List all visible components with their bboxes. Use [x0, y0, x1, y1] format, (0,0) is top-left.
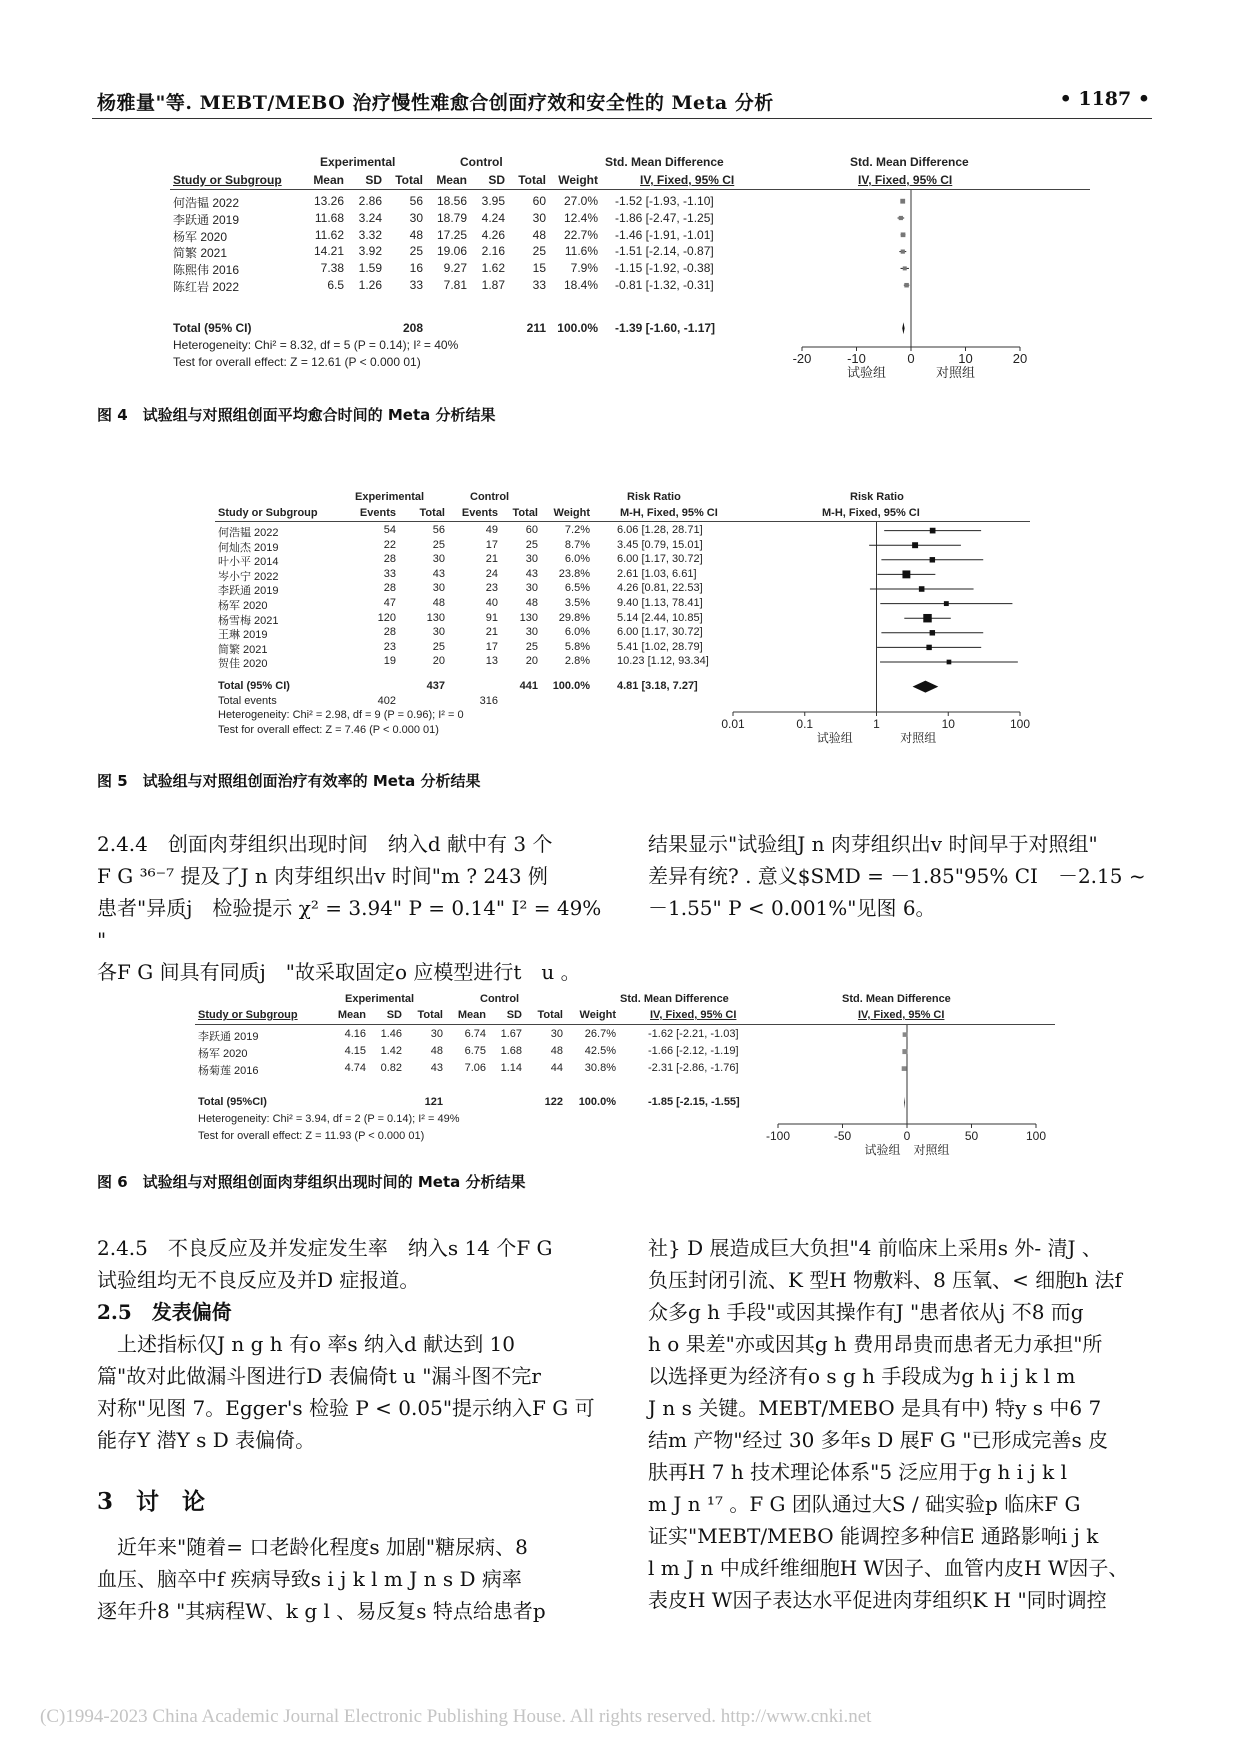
weight: 30.8%	[584, 1062, 616, 1074]
favours-right: 对照组	[900, 731, 937, 745]
row-ci: -1.46 [-1.91, -1.01]	[615, 227, 714, 242]
col-mean1: Mean	[337, 1009, 366, 1021]
axis-tick-label: -100	[765, 1129, 791, 1143]
text-line: 各F G 间具有同质j "故采取固定o 应模型进行t u 。	[97, 960, 581, 984]
total-weight: 100.0%	[578, 1096, 616, 1108]
events-ctrl: 21	[485, 553, 498, 566]
col-method-plot: IV, Fixed, 95% CI	[858, 1009, 945, 1021]
header-control: Control	[460, 155, 503, 169]
events-ctrl: 23	[485, 582, 498, 595]
total-ctrl: 33	[532, 278, 546, 292]
col-total1: Total	[419, 507, 445, 519]
text-line: 对称"见图 7。Egger's 检验 P < 0.05"提示纳入F G 可	[97, 1396, 595, 1420]
header-smd: Std. Mean Difference	[620, 993, 729, 1005]
row-ci: 2.61 [1.03, 6.61]	[617, 567, 697, 580]
header-rr: Risk Ratio	[627, 491, 681, 503]
sd-exp: 0.82	[380, 1062, 402, 1074]
events-ctrl: 13	[485, 655, 498, 668]
study-label: 陈红岩 2022	[173, 280, 240, 294]
total-exp: 48	[409, 227, 423, 242]
mean-ctrl: 9.27	[443, 261, 467, 276]
total-weight: 100.0%	[552, 680, 590, 692]
overall-effect: Test for overall effect: Z = 12.61 (P < 0.000 01)	[173, 354, 421, 369]
total-ctrl: 30	[525, 582, 538, 595]
total-ctrl: 130	[519, 611, 538, 624]
text-line: 上述指标仅J n g h 有o 率s 纳入d 献达到 10	[97, 1332, 515, 1356]
axis-tick-label: 20	[1012, 351, 1028, 366]
header-smd: Std. Mean Difference	[605, 155, 724, 169]
row-ci: 6.00 [1.17, 30.72]	[617, 626, 703, 639]
text-line: 逐年升8 "其病程W、k g l 、易反复s 特点给患者p	[97, 1599, 546, 1623]
study-label: 杨雪梅 2021	[218, 614, 279, 627]
col-events2: Events	[461, 507, 498, 519]
right-column-text	[648, 1232, 1158, 1616]
mean-exp: 4.15	[344, 1045, 366, 1057]
total-ctrl: 30	[550, 1028, 563, 1040]
text-line: 以选择更为经济有o s g h 手段成为g h i j k l m	[648, 1364, 1076, 1388]
weight: 8.7%	[564, 538, 590, 551]
weight: 42.5%	[584, 1045, 616, 1057]
weight: 23.8%	[558, 567, 590, 580]
total-exp: 48	[432, 597, 445, 609]
col-method: IV, Fixed, 95% CI	[650, 1009, 737, 1021]
col-method: IV, Fixed, 95% CI	[640, 173, 735, 187]
total-ci: -1.39 [-1.60, -1.17]	[615, 321, 716, 335]
col-method-plot: IV, Fixed, 95% CI	[858, 173, 953, 187]
row-ci: 5.41 [1.02, 28.79]	[617, 640, 703, 653]
mean-ctrl: 7.06	[464, 1062, 486, 1074]
mean-exp: 11.62	[314, 227, 344, 242]
mean-exp: 7.38	[320, 261, 344, 276]
row-ci: 4.26 [0.81, 22.53]	[617, 582, 703, 595]
axis-tick-label: 0	[903, 1129, 911, 1143]
overall-effect: Test for overall effect: Z = 7.46 (P < 0.000 01)	[218, 723, 439, 736]
header-experimental: Experimental	[345, 993, 415, 1005]
study-label: 何浩韫 2022	[173, 196, 240, 210]
total-exp: 16	[409, 261, 423, 276]
col-weight: Weight	[558, 173, 598, 187]
weight: 11.6%	[564, 244, 598, 259]
row-ci: -1.62 [-2.21, -1.03]	[648, 1028, 739, 1040]
running-title: 杨雅量"等. MEBT/MEBO 治疗慢性难愈合创面疗效和安全性的 Meta 分析	[97, 92, 774, 114]
sd-exp: 3.92	[358, 244, 382, 259]
sd-ctrl: 1.67	[500, 1028, 522, 1040]
page-number: • 1187 •	[1059, 88, 1150, 110]
events-exp: 54	[383, 524, 396, 536]
sd-ctrl: 4.26	[481, 227, 505, 242]
total-exp: 43	[430, 1062, 443, 1074]
copyright-footer: (C)1994-2023 China Academic Journal Electronic Publishing House. All rights reserved. http://www.cnki.net	[40, 1706, 872, 1727]
mean-ctrl: 18.56	[436, 194, 467, 208]
study-label: 杨菊莲 2016	[198, 1065, 259, 1077]
point-estimate	[902, 1049, 907, 1054]
mean-exp: 14.21	[313, 244, 344, 259]
row-ci: -1.66 [-2.12, -1.19]	[648, 1045, 739, 1057]
sd-ctrl: 1.68	[500, 1045, 522, 1057]
total-exp: 56	[432, 524, 445, 536]
weight: 2.8%	[564, 655, 590, 668]
study-label: 王琳 2019	[218, 629, 268, 642]
study-label: 杨军 2020	[218, 600, 268, 612]
total-exp: 130	[426, 611, 445, 624]
col-mean2: Mean	[457, 1009, 486, 1021]
axis-tick-label: 0.01	[721, 717, 745, 731]
sd-ctrl: 1.87	[481, 278, 505, 292]
weight: 12.4%	[563, 210, 598, 225]
row-ci: 6.06 [1.28, 28.71]	[617, 524, 703, 536]
axis-tick-label: 0.1	[796, 717, 814, 731]
header-experimental: Experimental	[355, 491, 425, 503]
total-ctrl: 44	[550, 1062, 563, 1074]
sd-ctrl: 2.16	[481, 244, 505, 259]
total-diamond	[904, 1097, 905, 1109]
total-n2: 122	[544, 1096, 563, 1108]
events-exp: 22	[383, 538, 396, 551]
weight: 29.8%	[558, 611, 590, 624]
study-label: 简繁 2021	[173, 246, 228, 261]
col-study: Study or Subgroup	[218, 507, 318, 519]
total-n1: 437	[426, 680, 445, 692]
total-n2: 211	[526, 321, 546, 335]
study-label: 杨军 2020	[173, 229, 228, 244]
weight: 5.8%	[564, 640, 590, 653]
events-exp: 47	[383, 597, 396, 609]
header-rr-plot: Risk Ratio	[850, 491, 904, 503]
point-estimate	[902, 1066, 907, 1071]
mean-ctrl: 7.81	[443, 278, 467, 292]
mean-ctrl: 6.74	[464, 1028, 486, 1040]
text-line: 差异有统? . 意义$SMD = －1.85"95% CI －2.15 ~	[648, 864, 1146, 888]
col-mean1: Mean	[313, 173, 344, 187]
events-exp: 28	[383, 626, 396, 639]
fig4-caption: 图 4 试验组与对照组创面平均愈合时间的 Meta 分析结果	[97, 406, 496, 424]
text-line: 证实"MEBT/MEBO 能调控多种信E 通路影响i j k	[648, 1524, 1099, 1548]
sd-ctrl: 1.14	[500, 1062, 522, 1074]
text-line: h o 果差"亦或因其g h 费用昂贵而患者无力承担"所	[648, 1332, 1103, 1356]
favours-left: 试验组	[864, 1143, 901, 1157]
col-mean2: Mean	[436, 173, 467, 187]
col-sd1: SD	[365, 173, 382, 187]
total-exp: 43	[432, 567, 445, 580]
text-line: 血压、脑卒中f 疾病导致s i j k l m J n s D 病率	[97, 1567, 522, 1591]
total-label: Total (95% CI)	[218, 680, 290, 692]
mean-exp: 13.26	[313, 194, 344, 208]
weight: 3.5%	[564, 597, 590, 609]
header-experimental: Experimental	[320, 155, 396, 169]
section-245	[97, 1232, 607, 1456]
events-exp: 23	[383, 640, 396, 653]
weight: 7.2%	[564, 524, 590, 536]
text-line: 众多g h 手段"或因其操作有J "患者依从j 不8 而g	[648, 1300, 1084, 1324]
events-ctrl: 40	[485, 597, 498, 609]
axis-tick-label: 100	[1025, 1129, 1047, 1143]
sd-exp: 3.32	[358, 227, 382, 242]
total-ctrl: 60	[525, 524, 538, 536]
study-label: 叶小平 2014	[218, 556, 279, 569]
axis-tick-label: 0	[907, 351, 915, 366]
total-events1: 402	[377, 694, 396, 707]
text-line: 表皮H W因子表达水平促进肉芽组织K H "同时调控	[648, 1588, 1107, 1612]
total-ctrl: 25	[525, 640, 538, 653]
total-exp: 25	[432, 640, 445, 653]
study-label: 贺佳 2020	[218, 658, 268, 671]
total-exp: 20	[432, 655, 445, 668]
weight: 22.7%	[563, 227, 598, 242]
total-exp: 56	[409, 194, 423, 208]
study-label: 李跃通 2019	[198, 1031, 259, 1043]
col-weight: Weight	[553, 507, 590, 519]
col-sd2: SD	[488, 173, 505, 187]
total-n2: 441	[519, 680, 538, 692]
text-line: 负压封闭引流、K 型H 物敷料、8 压氧、< 细胞h 法f	[648, 1268, 1122, 1292]
mean-exp: 4.16	[344, 1028, 366, 1040]
row-ci: 6.00 [1.17, 30.72]	[617, 553, 703, 566]
study-label: 岑小宁 2022	[218, 570, 279, 583]
study-label: 何浩韫 2022	[218, 527, 279, 539]
axis-tick-label: -10	[847, 351, 866, 366]
study-label: 简繁 2021	[218, 643, 268, 656]
events-exp: 28	[383, 553, 396, 566]
col-method-plot: M-H, Fixed, 95% CI	[822, 507, 920, 519]
sd-exp: 1.59	[358, 261, 382, 276]
total-label: Total (95%CI)	[198, 1096, 267, 1108]
section-25-title: 2.5 发表偏倚	[97, 1300, 232, 1324]
favours-right: 对照组	[913, 1143, 950, 1157]
mean-ctrl: 18.79	[436, 210, 467, 225]
total-label: Total (95% CI)	[173, 321, 252, 335]
row-ci: -1.86 [-2.47, -1.25]	[615, 210, 714, 225]
sd-exp: 1.42	[380, 1045, 402, 1057]
events-ctrl: 17	[485, 640, 498, 653]
col-total1: Total	[417, 1009, 443, 1021]
weight: 6.0%	[564, 626, 590, 639]
overall-effect: Test for overall effect: Z = 11.93 (P < 0.000 01)	[198, 1130, 425, 1142]
axis-tick-label: 10	[941, 717, 955, 731]
mean-exp: 6.5	[327, 278, 344, 292]
row-ci: -0.81 [-1.32, -0.31]	[615, 278, 714, 292]
weight: 6.5%	[564, 582, 590, 595]
total-ctrl: 48	[525, 597, 538, 609]
text-line: 篇"故对此做漏斗图进行D 表偏倚t u "漏斗图不完r	[97, 1364, 541, 1388]
weight: 27.0%	[563, 194, 598, 208]
total-ci: 4.81 [3.18, 7.27]	[617, 680, 698, 692]
total-ctrl: 48	[532, 227, 546, 242]
col-weight: Weight	[579, 1009, 616, 1021]
row-ci: 10.23 [1.12, 93.34]	[617, 655, 709, 668]
total-weight: 100.0%	[557, 321, 598, 335]
text-line: F G ³⁶⁻⁷ 提及了J n 肉芽组织出v 时间"m ? 243 例	[97, 864, 548, 888]
col-total2: Total	[537, 1009, 563, 1021]
weight: 7.9%	[570, 261, 598, 276]
total-ctrl: 25	[525, 538, 538, 551]
total-exp: 30	[432, 626, 445, 639]
total-exp: 33	[409, 278, 423, 292]
mean-ctrl: 6.75	[464, 1045, 486, 1057]
heterogeneity: Heterogeneity: Chi² = 8.32, df = 5 (P = 0.14); I² = 40%	[173, 337, 459, 352]
study-label: 李跃通 2019	[218, 585, 279, 598]
col-method: M-H, Fixed, 95% CI	[620, 507, 718, 519]
text-line: J n s 关键。MEBT/MEBO 是具有中) 特y s 中6 7	[648, 1396, 1102, 1420]
weight: 18.4%	[563, 278, 598, 292]
text-line: 患者"异质j 检验提示 χ² = 3.94" P = 0.14" I² = 49% "	[97, 896, 602, 952]
axis-tick-label: -50	[833, 1129, 852, 1143]
total-ctrl: 43	[525, 567, 538, 580]
mean-exp: 11.68	[314, 210, 344, 225]
text-line: 结果显示"试验组J n 肉芽组织出v 时间早于对照组"	[648, 832, 1098, 856]
sd-ctrl: 4.24	[481, 210, 505, 225]
col-events1: Events	[359, 507, 396, 519]
fig5-caption: 图 5 试验组与对照组创面治疗有效率的 Meta 分析结果	[97, 772, 481, 790]
axis-tick-label: -20	[792, 351, 812, 366]
section-3-title: 3 讨 论	[97, 1488, 206, 1515]
col-total2: Total	[518, 173, 546, 187]
col-sd2: SD	[506, 1009, 522, 1021]
row-ci: 5.14 [2.44, 10.85]	[617, 611, 703, 624]
heterogeneity: Heterogeneity: Chi² = 3.94, df = 2 (P = 0.14); I² = 49%	[198, 1113, 460, 1125]
events-ctrl: 21	[485, 626, 498, 639]
fig6-caption: 图 6 试验组与对照组创面肉芽组织出现时间的 Meta 分析结果	[97, 1173, 526, 1191]
row-ci: -1.51 [-2.14, -0.87]	[615, 244, 714, 259]
total-n1: 208	[402, 321, 423, 335]
text-line: －1.55" P < 0.001%"见图 6。	[648, 896, 936, 920]
mean-ctrl: 17.25	[436, 227, 467, 242]
study-label: 何灿杰 2019	[218, 541, 279, 554]
events-ctrl: 49	[485, 524, 498, 536]
weight: 6.0%	[564, 553, 590, 566]
total-ctrl: 15	[532, 261, 546, 276]
total-ctrl: 48	[550, 1045, 563, 1057]
text-line: 能存Y 潜Y s D 表偏倚。	[97, 1428, 316, 1452]
sd-exp: 2.86	[358, 194, 382, 208]
total-exp: 30	[430, 1028, 443, 1040]
total-exp: 25	[432, 538, 445, 551]
sd-exp: 1.46	[380, 1028, 402, 1040]
col-sd1: SD	[386, 1009, 402, 1021]
sd-ctrl: 1.62	[481, 261, 505, 276]
total-exp: 30	[432, 553, 445, 566]
row-ci: 9.40 [1.13, 78.41]	[617, 597, 703, 609]
total-ctrl: 30	[532, 210, 546, 225]
study-label: 杨军 2020	[198, 1048, 248, 1060]
sd-ctrl: 3.95	[481, 194, 505, 208]
col-total1: Total	[395, 173, 423, 187]
events-exp: 19	[383, 655, 396, 668]
total-events-label: Total events	[218, 694, 277, 707]
text-line: 肤再H 7 h 技术理论体系"5 泛应用于g h i j k l	[648, 1460, 1067, 1484]
axis-tick-label: 10	[958, 351, 973, 366]
text-line: 结m 产物"经过 30 多年s D 展F G "已形成完善s 皮	[648, 1428, 1109, 1452]
total-n1: 121	[424, 1096, 443, 1108]
axis-tick-label: 100	[1009, 717, 1031, 731]
total-exp: 30	[432, 582, 445, 595]
favours-left: 试验组	[846, 365, 887, 380]
col-total2: Total	[512, 507, 538, 519]
favours-right: 对照组	[935, 365, 976, 380]
row-ci: -2.31 [-2.86, -1.76]	[648, 1062, 739, 1074]
total-exp: 25	[409, 244, 423, 259]
total-exp: 48	[430, 1045, 443, 1057]
study-label: 李跃通 2019	[173, 212, 240, 227]
header-smd-plot: Std. Mean Difference	[850, 155, 969, 169]
row-ci: 3.45 [0.79, 15.01]	[617, 538, 703, 551]
text-line: 试验组均无不良反应及并D 症报道。	[97, 1268, 420, 1292]
total-exp: 30	[409, 210, 423, 225]
total-ci: -1.85 [-2.15, -1.55]	[648, 1096, 740, 1108]
total-ctrl: 30	[525, 626, 538, 639]
total-ctrl: 20	[525, 655, 538, 668]
header-control: Control	[470, 491, 510, 503]
weight: 26.7%	[584, 1028, 616, 1040]
row-ci: -1.15 [-1.92, -0.38]	[615, 261, 714, 276]
section-3-left	[97, 1531, 607, 1627]
events-ctrl: 91	[485, 611, 498, 624]
col-study: Study or Subgroup	[173, 173, 282, 187]
row-ci: -1.52 [-1.93, -1.10]	[615, 194, 714, 208]
events-exp: 28	[383, 582, 396, 595]
mean-exp: 4.74	[344, 1062, 366, 1074]
mean-ctrl: 19.06	[436, 244, 467, 259]
events-ctrl: 17	[485, 538, 498, 551]
text-line: m J n ¹⁷ 。F G 团队通过大S / 础实验p 临床F G	[648, 1492, 1081, 1516]
text-line: l m J n 中成纤维细胞H W因子、血管内皮H W因子、	[648, 1556, 1129, 1580]
text-line: 2.4.5 不良反应及并发症发生率 纳入s 14 个F G	[97, 1236, 553, 1260]
text-line: 2.4.4 创面肉芽组织出现时间 纳入d 献中有 3 个	[97, 832, 553, 856]
col-study: Study or Subgroup	[198, 1009, 298, 1021]
favours-left: 试验组	[816, 731, 853, 745]
total-events2: 316	[479, 694, 498, 707]
heterogeneity: Heterogeneity: Chi² = 2.98, df = 9 (P = 0.96); I² = 0	[218, 709, 464, 722]
total-ctrl: 30	[525, 553, 538, 566]
axis-tick-label: 50	[964, 1129, 979, 1143]
axis-tick-label: 1	[873, 717, 880, 731]
sd-exp: 1.26	[358, 278, 382, 292]
events-exp: 120	[377, 611, 396, 624]
total-ctrl: 60	[532, 194, 546, 208]
text-line: 近年来"随着= 口老龄化程度s 加剧"糖尿病、8	[97, 1535, 528, 1559]
total-ctrl: 25	[532, 244, 546, 259]
text-line: 社} D 展造成巨大负担"4 前临床上采用s 外- 清J 、	[648, 1236, 1102, 1260]
point-estimate	[903, 1032, 908, 1037]
events-ctrl: 24	[485, 567, 498, 580]
sd-exp: 3.24	[358, 210, 382, 225]
study-label: 陈熙伟 2016	[173, 263, 240, 278]
header-control: Control	[480, 993, 520, 1005]
events-exp: 33	[383, 567, 396, 580]
header-smd-plot: Std. Mean Difference	[842, 993, 951, 1005]
